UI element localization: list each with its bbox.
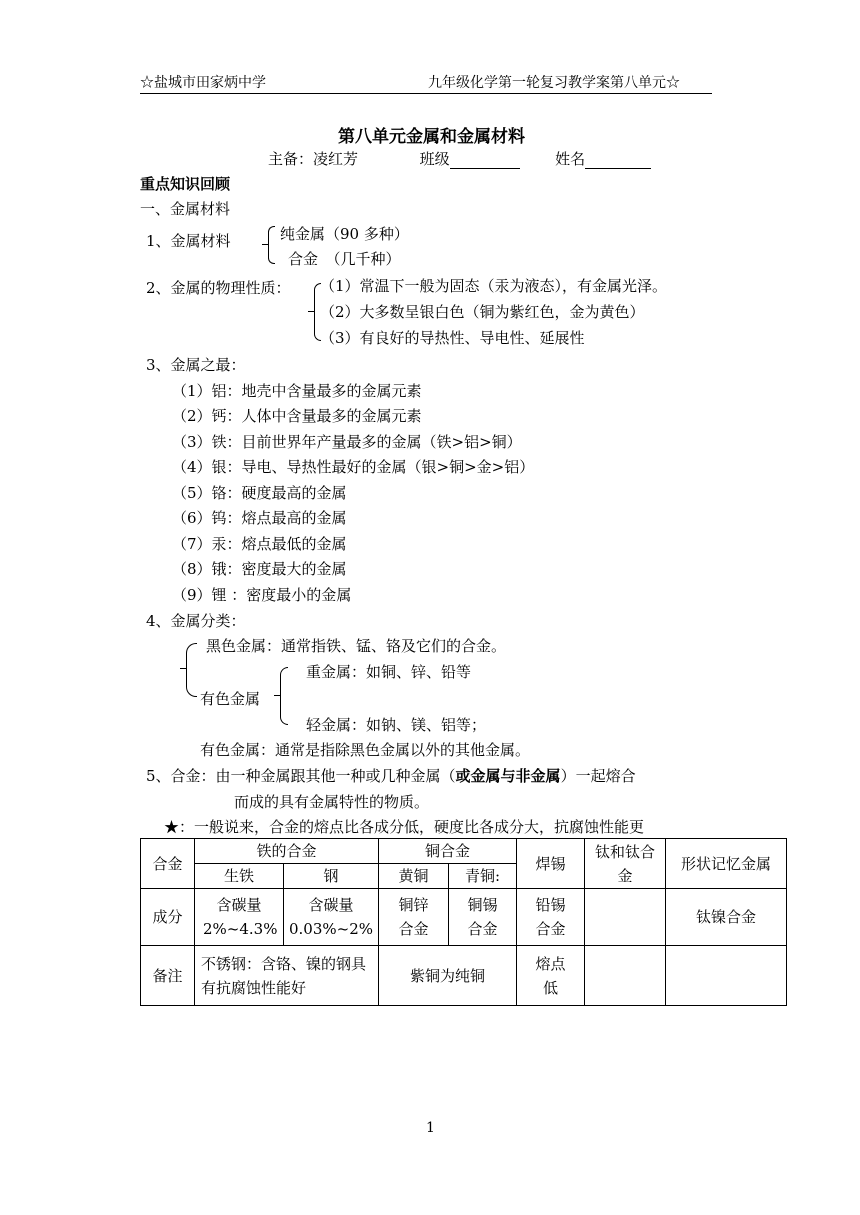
table-cell <box>585 889 666 946</box>
superlative-6: （6）钨：熔点最高的金属 <box>172 509 347 527</box>
item3-label: 3、金属之最： <box>146 356 246 374</box>
table-cell: 青铜: <box>449 864 517 889</box>
table-cell: 不锈钢：含铬、镍的钢具有抗腐蚀性能好 <box>195 946 379 1006</box>
light-metal: 轻金属：如钠、镁、铝等； <box>306 716 487 734</box>
item1-label: 1、金属材料 <box>146 232 231 250</box>
table-cell: 铜锌合金 <box>379 889 449 946</box>
item2-prop-2: （2）大多数呈银白色（铜为紫红色，金为黄色） <box>320 303 645 321</box>
page-number: 1 <box>426 1120 435 1136</box>
table-cell: 钢 <box>284 864 379 889</box>
header-rule <box>140 93 712 94</box>
item5-line1: 5、合金：由一种金属跟其他一种或几种金属（或金属与非金属）一起熔合 <box>146 767 636 785</box>
colored-note: 有色金属：通常是指除黑色金属以外的其他金属。 <box>200 741 531 759</box>
table-cell: 铁的合金 <box>195 839 379 864</box>
class-label: 班级 <box>419 150 450 168</box>
table-cell: 熔点低 <box>517 946 585 1006</box>
superlative-2: （2）钙：人体中含量最多的金属元素 <box>172 407 422 425</box>
table-row <box>141 839 787 864</box>
table-cell: 铜合金 <box>379 839 517 864</box>
table-cell: 焊锡 <box>517 839 585 889</box>
table-cell: 钛镍合金 <box>666 889 787 946</box>
alloy-table <box>140 838 787 1006</box>
table-row <box>141 946 787 1006</box>
table-cell: 成分 <box>141 889 195 946</box>
class-blank <box>450 152 520 169</box>
item4-brace <box>186 643 197 697</box>
colored-brace <box>280 667 288 725</box>
table-cell <box>666 946 787 1006</box>
table-cell: 铅锡合金 <box>517 889 585 946</box>
item2-prop-1: （1）常温下一般为固态（汞为液态），有金属光泽。 <box>320 277 668 295</box>
superlative-7: （7）汞：熔点最低的金属 <box>172 535 347 553</box>
author-line <box>268 149 651 169</box>
heavy-metal: 重金属：如铜、锌、铅等 <box>306 663 472 681</box>
table-cell: 含碳量2%~4.3% <box>195 889 284 946</box>
table-cell: 紫铜为纯铜 <box>379 946 517 1006</box>
item4-label: 4、金属分类： <box>146 612 246 630</box>
author: 主备：凌红芳 <box>268 150 359 168</box>
table-cell: 黄铜 <box>379 864 449 889</box>
table-cell: 备注 <box>141 946 195 1006</box>
superlative-4: （4）银：导电、导热性最好的金属（银>铜>金>铝） <box>172 458 535 476</box>
table-cell: 形状记忆金属 <box>666 839 787 889</box>
header-right: 九年级化学第一轮复习教学案第八单元☆ <box>428 75 680 91</box>
header-left: ☆盐城市田家炳中学 <box>140 75 266 91</box>
name-blank <box>585 152 651 169</box>
table-cell: 钛和钛合金 <box>585 839 666 889</box>
table-row <box>141 889 787 946</box>
part1-heading: 一、金属材料 <box>140 200 231 218</box>
superlative-8: （8）锇：密度最大的金属 <box>172 560 347 578</box>
superlative-5: （5）铬：硬度最高的金属 <box>172 484 347 502</box>
table-cell: 铜锡合金 <box>449 889 517 946</box>
item2-prop-3: （3）有良好的导热性、导电性、延展性 <box>320 329 585 347</box>
item2-label: 2、金属的物理性质： <box>146 279 291 297</box>
item1-a: 纯金属（90 多种） <box>280 225 409 243</box>
colored-metal: 有色金属 <box>200 690 261 708</box>
page-title: 第八单元金属和金属材料 <box>338 127 525 147</box>
item1-brace <box>268 226 275 264</box>
item5-line2: 而成的具有金属特性的物质。 <box>234 793 430 811</box>
table-cell: 含碳量0.03%~2% <box>284 889 379 946</box>
star-note: ★：一般说来，合金的熔点比各成分低，硬度比各成分大，抗腐蚀性能更 <box>164 818 645 836</box>
superlative-9: （9）锂 ：密度最小的金属 <box>172 586 352 604</box>
item5-emphasis: 或金属与非金属 <box>455 767 561 785</box>
table-cell <box>585 946 666 1006</box>
item1-b: 合金 （几千种） <box>288 250 401 268</box>
table-cell: 生铁 <box>195 864 284 889</box>
section-heading: 重点知识回顾 <box>140 175 231 193</box>
black-metal: 黑色金属：通常指铁、锰、铬及它们的合金。 <box>206 637 507 655</box>
table-cell: 合金 <box>141 839 195 889</box>
superlative-3: （3）铁：目前世界年产量最多的金属（铁>铝>铜） <box>172 433 522 451</box>
name-label: 姓名 <box>555 150 586 168</box>
superlative-1: （1）铝：地壳中含量最多的金属元素 <box>172 382 422 400</box>
